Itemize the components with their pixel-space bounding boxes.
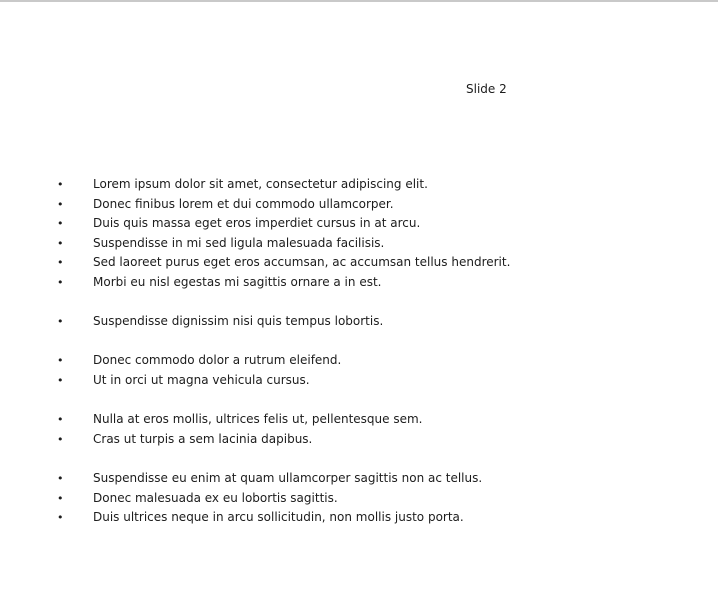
- bullet-item: [57, 469, 510, 489]
- bullet-text: Duis ultrices neque in arcu sollicitudin, non mollis justo porta.: [93, 510, 464, 525]
- bullet-item: [57, 410, 510, 430]
- bullet-text: Suspendisse eu enim at quam ullamcorper sagittis non ac tellus.: [93, 470, 483, 485]
- bullet-text: Donec malesuada ex eu lobortis sagittis.: [93, 490, 338, 505]
- bullet-item: [57, 253, 510, 273]
- bullet-text: Morbi eu nisl egestas mi sagittis ornare a in est.: [93, 274, 382, 289]
- bullet-item: [57, 273, 510, 293]
- bullet-item: [57, 508, 510, 528]
- bullet-text: Suspendisse dignissim nisi quis tempus lobortis.: [93, 314, 384, 329]
- bullet-item: [57, 195, 510, 215]
- bullet-marker: •: [57, 197, 64, 211]
- bullet-marker: •: [57, 178, 64, 191]
- slide-title: Slide 2: [466, 82, 507, 96]
- bullet-text: Nulla at eros mollis, ultrices felis ut, pellentesque sem.: [93, 412, 423, 427]
- bullet-group: [57, 469, 510, 528]
- bullet-marker: •: [57, 315, 64, 329]
- bullet-marker: •: [57, 217, 64, 231]
- bullet-text: Donec finibus lorem et dui commodo ullamcorper.: [93, 196, 394, 211]
- bullet-marker: •: [57, 432, 64, 446]
- bullet-item: [57, 351, 510, 371]
- bullet-marker: •: [57, 413, 64, 427]
- bullet-text: Duis quis massa eget eros imperdiet cursus in at arcu.: [93, 216, 421, 231]
- bullet-list: [57, 175, 510, 547]
- bullet-marker: •: [57, 373, 64, 387]
- bullet-group: [57, 351, 510, 390]
- bullet-group: [57, 175, 510, 293]
- bullet-item: [57, 234, 510, 254]
- bullet-text: Lorem ipsum dolor sit amet, consectetur adipiscing elit.: [93, 177, 428, 191]
- bullet-text: Sed laoreet purus eget eros accumsan, ac accumsan tellus hendrerit.: [93, 255, 511, 270]
- bullet-marker: •: [57, 354, 64, 368]
- bullet-text: Cras ut turpis a sem lacinia dapibus.: [93, 431, 313, 446]
- bullet-item: [57, 371, 510, 391]
- bullet-marker: •: [57, 491, 64, 505]
- bullet-group: [57, 312, 510, 332]
- bullet-marker: •: [57, 256, 64, 270]
- bullet-text: Donec commodo dolor a rutrum eleifend.: [93, 353, 342, 368]
- bullet-text: Suspendisse in mi sed ligula malesuada facilisis.: [93, 235, 385, 250]
- bullet-marker: •: [57, 236, 64, 250]
- bullet-item: [57, 175, 510, 195]
- top-divider: [0, 0, 718, 2]
- bullet-marker: •: [57, 471, 64, 485]
- bullet-item: [57, 430, 510, 450]
- bullet-item: [57, 489, 510, 509]
- bullet-item: [57, 312, 510, 332]
- bullet-text: Ut in orci ut magna vehicula cursus.: [93, 372, 310, 387]
- bullet-item: [57, 214, 510, 234]
- bullet-group: [57, 410, 510, 449]
- bullet-marker: •: [57, 275, 64, 289]
- bullet-marker: •: [57, 511, 64, 525]
